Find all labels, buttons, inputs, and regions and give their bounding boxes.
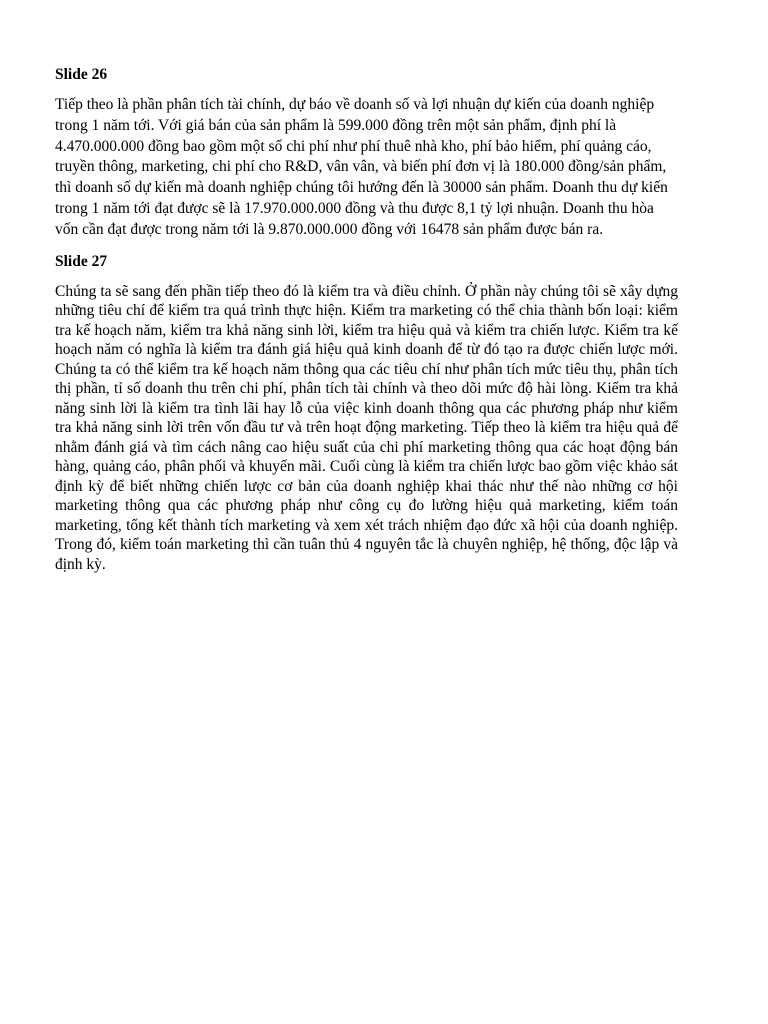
document-page (55, 64, 678, 584)
slide-26-paragraph: Tiếp theo là phần phân tích tài chính, dự báo về doanh số và lợi nhuận dự kiến của doanh nghiệp trong 1 năm tới. Với giá bán của sản phẩm là 599.000 đồng trên một sản phẩm, định phí là 4.470.000.000 đồng bao gồm một số chi phí như phí thuê nhà kho, phí bảo hiểm, phí quảng cáo, truyền thông, marketing, chi phí cho R&D, vân vân, và biến phí đơn vị là 180.000 đồng/sản phẩm, thì doanh số dự kiến mà doanh nghiệp chúng tôi hướng đến là 30000 sản phẩm. Doanh thu dự kiến trong 1 năm tới đạt được sẽ là 17.970.000.000 đồng và thu được 8,1 tỷ lợi nhuận. Doanh thu hòa vốn cần đạt được trong năm tới là 9.870.000.000 đồng với 16478 sản phẩm được bán ra. (55, 96, 668, 238)
slide-27-paragraph: Chúng ta sẽ sang đến phần tiếp theo đó là kiểm tra và điều chỉnh. Ở phần này chúng tôi sẽ xây dựng những tiêu chí để kiểm tra quá trình thực hiện. Kiểm tra marketing có thể chia thành bốn loại: kiểm tra kế hoạch năm, kiểm tra khả năng sinh lời, kiểm tra hiệu quả và kiểm tra chiến lược. Kiểm tra kế hoạch năm có nghĩa là kiểm tra đánh giá hiệu quả kinh doanh để từ đó tạo ra được chiến lược mới. Chúng ta có thể kiểm tra kế hoạch năm thông qua các tiêu chí như phân tích mức tiêu thụ, phân tích thị phần, tỉ số doanh thu trên chi phí, phân tích tài chính và theo dõi mức độ hài lòng. Kiểm tra khả năng sinh lời là kiểm tra tình lãi hay lỗ của việc kinh doanh thông qua các phương pháp như kiểm tra khả năng sinh lời trên vốn đầu tư và trên hoạt động marketing. Tiếp theo là kiểm tra hiệu quả để nhằm đánh giá và tìm cách nâng cao hiệu suất của chi phí marketing thông qua các hoạt động bán hàng, quảng cáo, phân phối và khuyến mãi. Cuối cùng là kiểm tra chiến lược bao gồm việc khảo sát định kỳ để biết những chiến lược cơ bản của doanh nghiệp khai thác như thế nào những cơ hội marketing thông qua các phương pháp như công cụ đo lường hiệu quả marketing, kiểm toán marketing, tổng kết thành tích marketing và xem xét trách nhiệm đạo đức xã hội của doanh nghiệp. Trong đó, kiểm toán marketing thì cần tuân thủ 4 nguyên tắc là chuyên nghiệp, hệ thống, độc lập và định kỳ. (55, 282, 678, 573)
slide-27-section (55, 251, 678, 575)
slide-26-heading: Slide 26 (55, 66, 108, 83)
slide-27-heading: Slide 27 (55, 252, 108, 270)
slide-26-section (55, 64, 678, 241)
